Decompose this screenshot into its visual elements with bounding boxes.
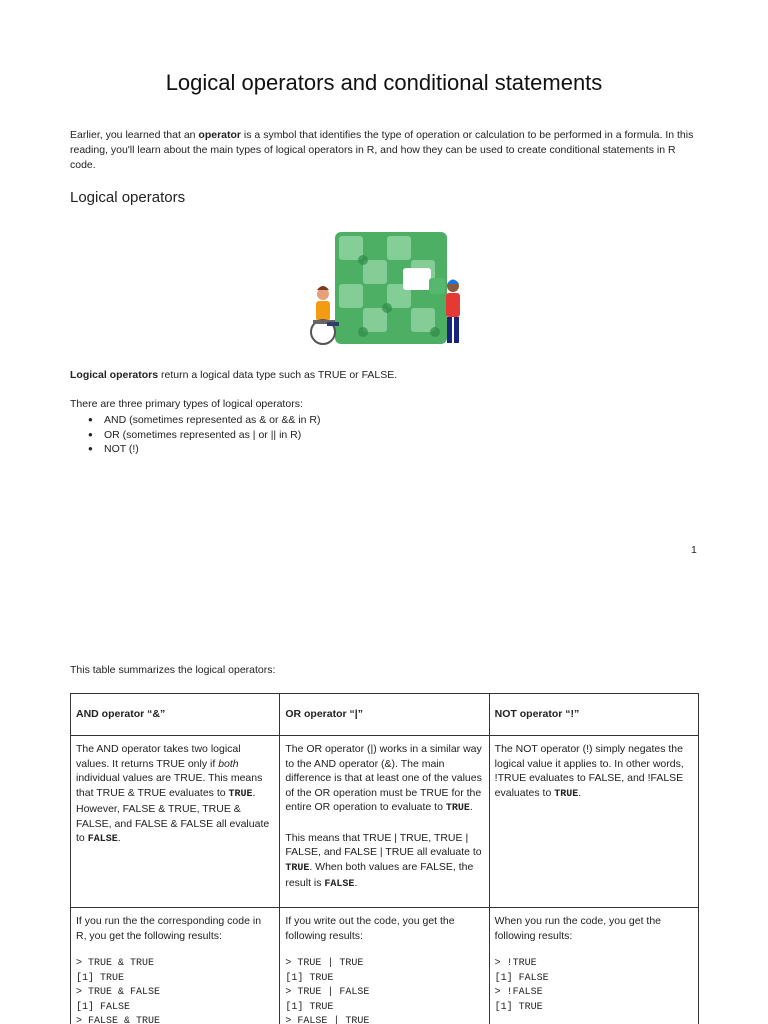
- not-text-a: The NOT operator (!) simply negates the logical value it applies to. In other words, !TRUE evaluates to FALSE, and !FALSE evaluates to: [494, 743, 684, 799]
- table-row: [71, 736, 699, 908]
- held-piece: [429, 278, 445, 294]
- operators-table: [70, 693, 699, 1024]
- header-and: AND operator “&”: [71, 694, 280, 736]
- or-run-text: If you write out the code, you get the following results:: [285, 915, 455, 942]
- definition-text: return a logical data type such as TRUE or FALSE.: [158, 369, 398, 381]
- or-text-a-end: .: [469, 801, 473, 813]
- not-run-text: When you run the code, you get the following results:: [494, 915, 662, 942]
- puzzle-illustration: [305, 228, 470, 350]
- and-text-b: individual values are TRUE. This means that TRUE & TRUE evaluates to: [76, 772, 263, 799]
- or-code-block: > TRUE | TRUE [1] TRUE > TRUE | FALSE [1] TRUE > FALSE | TRUE: [285, 958, 370, 1024]
- or-text-d: .: [354, 877, 358, 889]
- page-title: Logical operators and conditional statements: [165, 70, 603, 95]
- person-standing-icon: [446, 280, 460, 344]
- and-text-d: .: [117, 832, 121, 844]
- not-results: [489, 908, 698, 1024]
- list-item: ● AND (sometimes represented as & or && in R): [88, 413, 321, 428]
- table-header-row: [71, 694, 699, 736]
- list-item: ● NOT (!): [88, 442, 321, 457]
- and-run-text: If you run the the corresponding code in R, you get the following results:: [76, 915, 262, 942]
- intro-operator-term: operator: [198, 129, 242, 141]
- and-code-block: > TRUE & TRUE [1] TRUE > TRUE & FALSE [1] FALSE > FALSE & TRUE: [76, 958, 161, 1024]
- logical-operators-definition: [70, 369, 397, 381]
- intro-text-1: Earlier, you learned that an: [70, 129, 199, 141]
- or-results: [280, 908, 489, 1024]
- operator-types-list: [88, 413, 321, 457]
- and-results: [71, 908, 280, 1024]
- or-text-b: This means that TRUE | TRUE, TRUE | FALSE, and FALSE | TRUE all evaluate to: [285, 831, 482, 858]
- or-text-c: . When both values are FALSE, the result is: [285, 860, 474, 889]
- and-code-false: FALSE: [87, 834, 118, 845]
- not-text-b: .: [578, 786, 582, 799]
- not-code-block: > !TRUE [1] FALSE > !FALSE [1] TRUE: [494, 958, 549, 1013]
- intro-paragraph: [70, 128, 700, 173]
- intro-text-2: is a symbol that identifies the type of operation or calculation to be performed in a formula. In this reading, you'll learn about the main types of logical operators in R, and how they can be used to create conditional statements in R code.: [70, 129, 694, 171]
- and-text-c: . However, FALSE & TRUE, TRUE & FALSE, and FALSE & FALSE all evaluate to: [76, 786, 270, 844]
- header-not: NOT operator “!”: [489, 694, 698, 736]
- header-or: OR operator “|”: [280, 694, 489, 736]
- missing-piece-gap: [403, 268, 431, 290]
- and-text-a: The AND operator takes two logical values. It returns TRUE only if: [76, 743, 241, 770]
- or-code-true-1: TRUE: [445, 803, 470, 814]
- person-wheelchair-icon: [311, 286, 339, 344]
- not-description: [489, 736, 698, 908]
- and-description: [71, 736, 280, 908]
- table-row: [71, 908, 699, 1024]
- and-code-true: TRUE: [228, 788, 253, 800]
- list-item: ● OR (sometimes represented as | or || in R): [88, 428, 321, 443]
- definition-term: Logical operators: [70, 369, 159, 381]
- not-code-true: TRUE: [554, 788, 579, 800]
- or-code-true-2: TRUE: [285, 862, 310, 874]
- page-number: 1: [691, 544, 697, 556]
- table-intro: This table summarizes the logical operators:: [70, 664, 276, 676]
- types-intro: There are three primary types of logical operators:: [70, 398, 303, 410]
- or-description: [280, 736, 489, 908]
- or-text-a: The OR operator (|) works in a similar way to the AND operator (&). The main difference is that at least one of the values of the OR operation must be TRUE for the entire OR operation to evaluate to: [285, 743, 482, 813]
- or-code-false: FALSE: [324, 879, 355, 890]
- and-italic: both: [218, 757, 239, 770]
- section-heading: Logical operators: [70, 189, 186, 206]
